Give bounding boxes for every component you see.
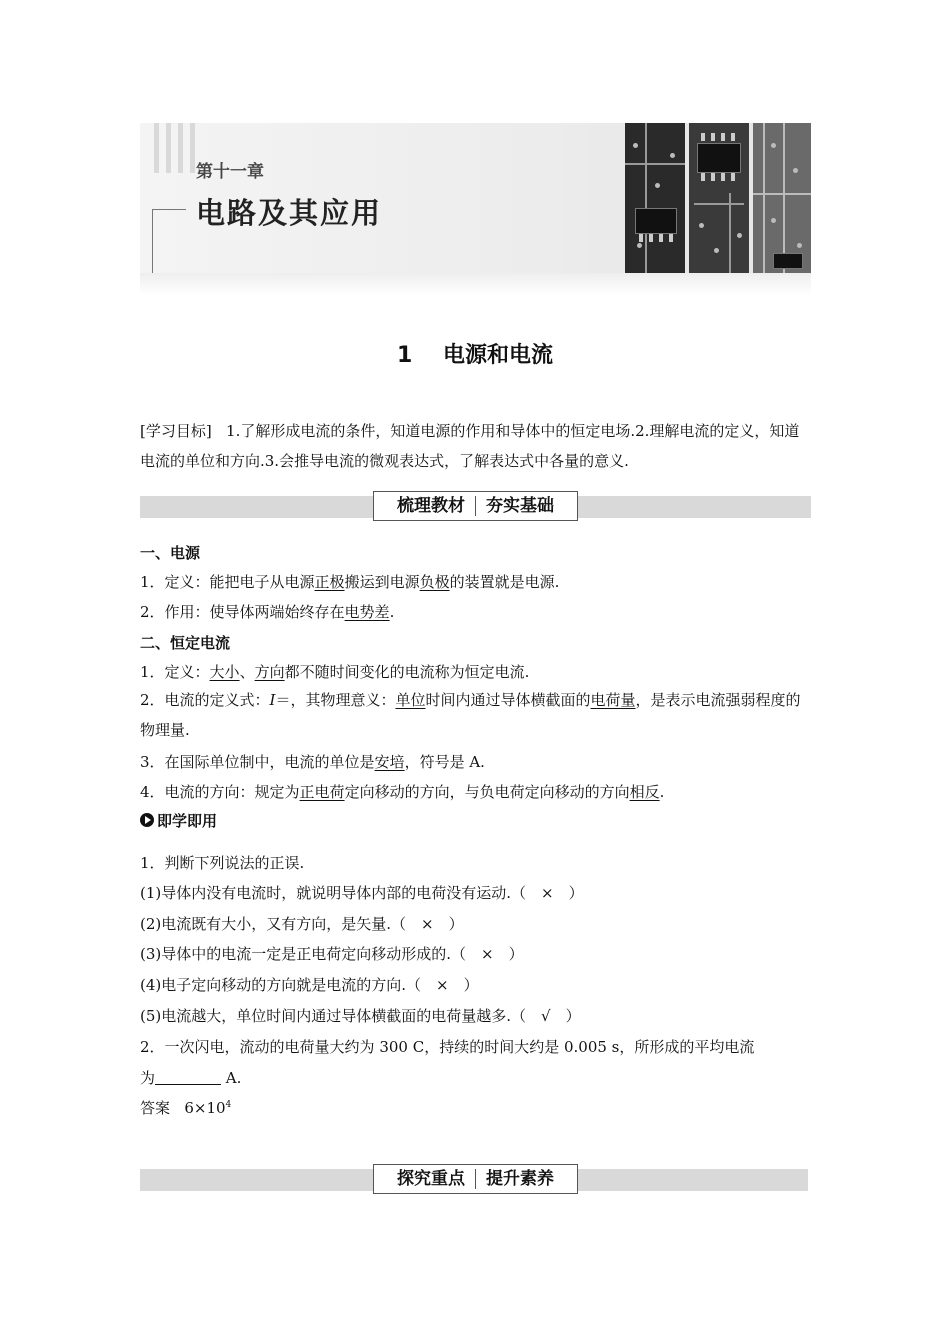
section-header-1-box bbox=[373, 491, 578, 521]
practice-heading-text: 即学即用 bbox=[157, 812, 218, 830]
section-header-2-box bbox=[373, 1164, 578, 1194]
question-2-line-2: 为 A. bbox=[140, 1069, 242, 1087]
learning-objectives bbox=[140, 416, 811, 476]
answer bbox=[140, 1097, 811, 1118]
blank-ampere: 安培 bbox=[374, 753, 405, 771]
chapter-number: 第十一章 bbox=[196, 162, 264, 182]
section-header-1 bbox=[140, 496, 811, 518]
current-direction: 4．电流的方向：规定为正电荷定向移动的方向，与负电荷定向移动的方向相反. bbox=[140, 783, 665, 801]
circuit-board-image-3 bbox=[753, 123, 811, 273]
blank-positive-charge: 正电荷 bbox=[299, 783, 345, 801]
lesson-title bbox=[0, 338, 950, 369]
blank-negative-pole: 负极 bbox=[419, 573, 450, 591]
statement-2: (2)电流既有大小，又有方向，是矢量.（ × ） bbox=[140, 915, 464, 933]
banner-stripes bbox=[154, 123, 194, 173]
answer-label: 答案 bbox=[140, 1099, 171, 1117]
power-source-function: 2．作用：使导体两端始终存在电势差. bbox=[140, 603, 395, 621]
answer-exponent: 4 bbox=[225, 1100, 232, 1110]
blank-direction: 方向 bbox=[254, 663, 285, 681]
current-unit: 3．在国际单位制中，电流的单位是安培，符号是 A. bbox=[140, 753, 485, 771]
lesson-title-text: 电源和电流 bbox=[442, 343, 553, 368]
current-definition-formula: 2．电流的定义式：I＝，其物理意义：单位时间内通过导体横截面的电荷量，是表示电流强弱程度的物理量. bbox=[140, 691, 801, 739]
answer-value: 6×10 bbox=[184, 1099, 226, 1117]
answer-blank bbox=[155, 1069, 221, 1085]
current-symbol: I bbox=[269, 691, 276, 709]
banner-shadow bbox=[140, 273, 811, 295]
objectives-label: [学习目标] bbox=[140, 422, 212, 440]
power-source-definition: 1．定义：能把电子从电源正极搬运到电源负极的装置就是电源. bbox=[140, 573, 560, 591]
blank-potential-difference: 电势差 bbox=[344, 603, 390, 621]
blank-unit: 单位 bbox=[395, 691, 426, 709]
section-2-right: 提升素养 bbox=[486, 1169, 554, 1189]
question-1: 1．判断下列说法的正误. bbox=[140, 854, 305, 872]
section-1-left: 梳理教材 bbox=[397, 496, 465, 516]
banner-bracket-top bbox=[152, 209, 186, 210]
blank-positive-pole: 正极 bbox=[314, 573, 345, 591]
circuit-board-image-2 bbox=[689, 123, 749, 273]
play-icon bbox=[140, 813, 154, 827]
circuit-board-image-1 bbox=[625, 123, 685, 273]
heading-practice bbox=[140, 810, 217, 831]
lesson-number: 1 bbox=[397, 343, 413, 368]
objectives-text: 1.了解形成电流的条件，知道电源的作用和导体中的恒定电场.2.理解电流的定义，知道电流的单位和方向.3.会推导电流的微观表达式，了解表达式中各量的意义. bbox=[140, 422, 800, 470]
section-1-right: 夯实基础 bbox=[486, 496, 554, 516]
blank-magnitude: 大小 bbox=[209, 663, 240, 681]
question-2-line-1: 2．一次闪电，流动的电荷量大约为 300 C，持续的时间大约是 0.005 s，所形成的平均电流 bbox=[140, 1038, 755, 1056]
blank-opposite: 相反 bbox=[629, 783, 660, 801]
banner-bracket-side bbox=[152, 209, 153, 273]
section-2-left: 探究重点 bbox=[397, 1169, 465, 1189]
constant-current-definition: 1．定义：大小、方向都不随时间变化的电流称为恒定电流. bbox=[140, 663, 530, 681]
chapter-title: 电路及其应用 bbox=[196, 196, 383, 230]
blank-charge: 电荷量 bbox=[590, 691, 636, 709]
heading-constant-current: 二、恒定电流 bbox=[140, 634, 231, 652]
heading-power-source: 一、电源 bbox=[140, 544, 201, 562]
section-header-2 bbox=[140, 1169, 808, 1191]
statement-1: (1)导体内没有电流时，就说明导体内部的电荷没有运动.（ × ） bbox=[140, 884, 584, 902]
statement-5: (5)电流越大，单位时间内通过导体横截面的电荷量越多.（ √ ） bbox=[140, 1007, 581, 1025]
statement-3: (3)导体中的电流一定是正电荷定向移动形成的.（ × ） bbox=[140, 945, 524, 963]
chapter-banner bbox=[140, 123, 811, 273]
statement-4: (4)电子定向移动的方向就是电流的方向.（ × ） bbox=[140, 976, 479, 994]
